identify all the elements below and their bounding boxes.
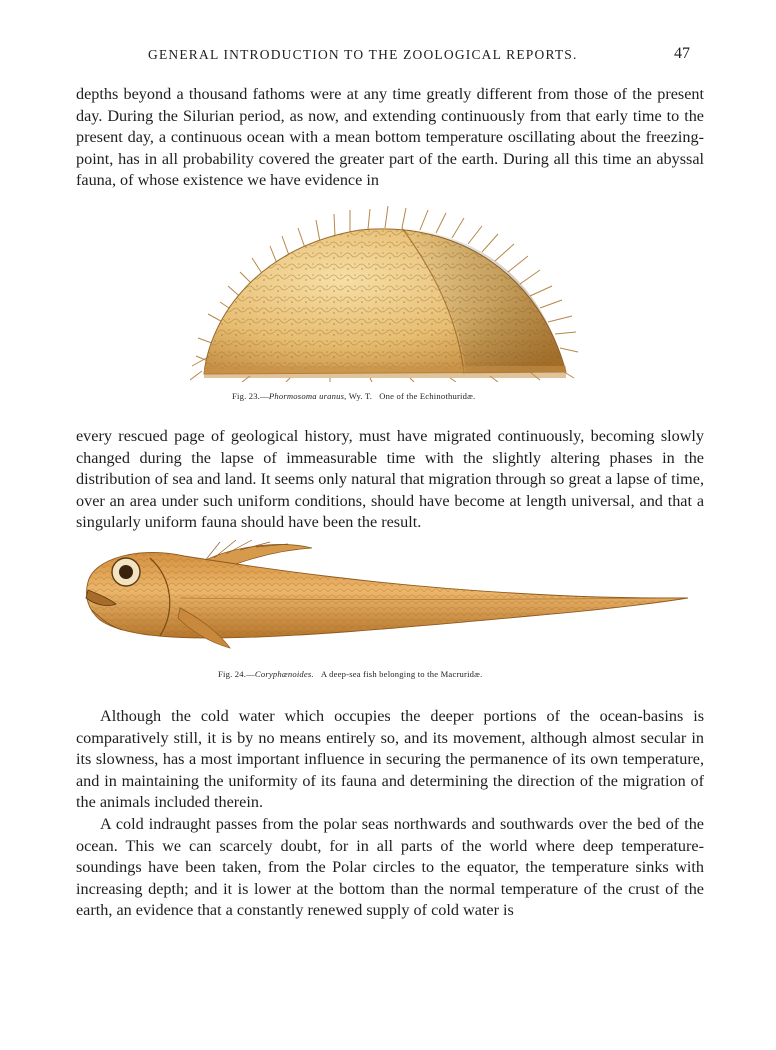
figure-23-authority: , Wy. T. <box>344 391 373 401</box>
figure-23-taxon: Phormosoma uranus <box>268 391 345 401</box>
figure-24-description: A deep-sea fish belonging to the Macruridæ. <box>320 669 483 679</box>
paragraph-4: A cold indraught passes from the polar seas northwards and southwards over the bed of the ocean. This we can scarcely doubt, for in all parts of the world where deep temperature-soundings have been taken, from the Polar circles to the equator, the temperature sinks with increasing depth; and it is lower at the bottom than the normal temperature of the crust of the earth, an evidence that a constantly renewed supply of cold water is <box>76 815 704 920</box>
page-number: 47 <box>674 45 690 62</box>
paragraph-3: Although the cold water which occupies the deeper portions of the ocean-basins is comparatively still, it is by no means entirely so, and its movement, although almost secular in its slowness, has a most important influence in securing the permanence of its own temperature, and in maintaining the uniformity of its fauna and determining the direction of the migration of the animals included therein. <box>76 707 704 812</box>
figure-23-label: Fig. 23.— <box>232 391 269 401</box>
figure-23-description: One of the Echinothuridæ. <box>379 391 476 401</box>
figure-24-label: Fig. 24.— <box>218 669 255 679</box>
paragraph-1: depths beyond a thousand fathoms were at any time greatly different from those of the present day. During the Silurian period, as now, and extending continuously from that early time to the present day, a continuous ocean with a mean bottom temperature oscillating about the freezing-point, has in all probability covered the greater part of the earth. During all this time an abyssal fauna, of whose existence we have evidence in <box>76 85 704 190</box>
figure-24-caption <box>218 669 482 679</box>
running-head: GENERAL INTRODUCTION TO THE ZOOLOGICAL REPORTS. <box>148 47 578 62</box>
figure-24-fish-illustration <box>80 538 692 650</box>
figure-23-caption <box>232 391 475 401</box>
paragraph-2: every rescued page of geological history, must have migrated continuously, becoming slowly changed during the lapse of immeasurable time with the slightly altering phases in the distribution of sea and land. It seems only natural that migration through so great a lapse of time, over an area under such uniform conditions, should have become at length universal, and that a singularly uniform fauna should have been the result. <box>76 427 704 532</box>
figure-23-sea-urchin-illustration <box>190 206 580 382</box>
figure-24-taxon: Coryphænoides. <box>254 669 314 679</box>
